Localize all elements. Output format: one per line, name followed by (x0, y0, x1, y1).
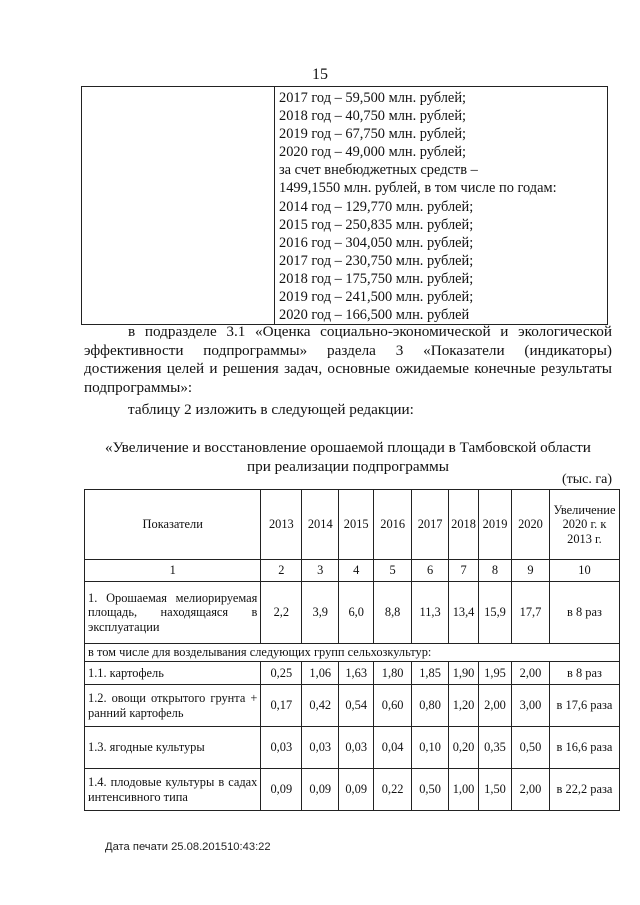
funding-line: 2019 год – 241,500 млн. рублей; (279, 289, 474, 306)
funding-line: 2016 год – 304,050 млн. рублей; (279, 234, 474, 251)
table-title-line: при реализации подпрограммы (247, 457, 449, 475)
page-number: 15 (312, 66, 328, 83)
table-cell: в 16,6 раза (549, 727, 619, 769)
table-cell: 0,80 (412, 685, 449, 727)
table-cell: 3,00 (512, 685, 550, 727)
table-cell: 0,42 (302, 685, 339, 727)
funding-line: 1499,1550 млн. рублей, в том числе по годам: (279, 180, 557, 197)
table-cell: 3,9 (302, 582, 339, 644)
table-cell: 1,00 (449, 769, 479, 811)
funding-lines (275, 87, 607, 324)
table-cell: 2,00 (512, 662, 550, 685)
header-cell: 2019 (479, 490, 512, 560)
table-header-row (85, 490, 620, 560)
table-cell: 0,03 (339, 727, 374, 769)
funding-line: за счет внебюджетных средств – (279, 162, 478, 179)
table-cell: 0,09 (302, 769, 339, 811)
row-label: 1. Орошаемая мелиорируемая площадь, находящаяся в эксплуатации (85, 582, 261, 644)
header-cell: 2014 (302, 490, 339, 560)
table-cell: 8,8 (374, 582, 412, 644)
column-number-row (85, 560, 620, 582)
table-cell: 1,90 (449, 662, 479, 685)
table-cell: 1,50 (479, 769, 512, 811)
header-cell: Увеличение 2020 г. к 2013 г. (549, 490, 619, 560)
funding-line: 2018 год – 175,750 млн. рублей; (279, 270, 474, 287)
table-cell: 0,09 (339, 769, 374, 811)
table-cell: 2,00 (479, 685, 512, 727)
table-title-line: «Увеличение и восстановление орошаемой площади в Тамбовской области (105, 439, 591, 456)
funding-table-right-cell (275, 87, 608, 325)
row-label: 1.3. ягодные культуры (85, 727, 261, 769)
column-number: 3 (302, 560, 339, 582)
header-cell: 2013 (261, 490, 302, 560)
table-cell: 0,03 (302, 727, 339, 769)
column-number: 9 (512, 560, 550, 582)
table-cell: 0,54 (339, 685, 374, 727)
table-cell: 1,06 (302, 662, 339, 685)
column-number: 5 (374, 560, 412, 582)
table-cell: 2,00 (512, 769, 550, 811)
table-cell: в 8 раз (549, 582, 619, 644)
table-cell: 1,95 (479, 662, 512, 685)
table-cell: 0,10 (412, 727, 449, 769)
row-label: 1.1. картофель (85, 662, 261, 685)
funding-line: 2015 год – 250,835 млн. рублей; (279, 216, 474, 233)
table-cell: 0,25 (261, 662, 302, 685)
table-cell: 0,60 (374, 685, 412, 727)
table-cell: 1,63 (339, 662, 374, 685)
funding-line: 2017 год – 59,500 млн. рублей; (279, 90, 467, 106)
table-row (85, 727, 620, 769)
table-cell: 0,22 (374, 769, 412, 811)
funding-line: 2019 год – 67,750 млн. рублей; (279, 126, 467, 143)
column-number: 1 (85, 560, 261, 582)
header-cell: Показатели (85, 490, 261, 560)
table-cell: 0,04 (374, 727, 412, 769)
table-cell: 0,03 (261, 727, 302, 769)
column-number: 7 (449, 560, 479, 582)
column-number: 6 (412, 560, 449, 582)
table-title (84, 439, 612, 476)
group-label: в том числе для возделывания следующих групп сельхозкультур: (85, 644, 620, 662)
table-cell: 13,4 (449, 582, 479, 644)
table-cell: 0,20 (449, 727, 479, 769)
header-cell: 2017 (412, 490, 449, 560)
column-number: 8 (479, 560, 512, 582)
table-cell: 0,50 (512, 727, 550, 769)
row-label: 1.4. плодовые культуры в садах интенсивного типа (85, 769, 261, 811)
column-number: 10 (549, 560, 619, 582)
table-cell: 1,85 (412, 662, 449, 685)
table-cell: в 17,6 раза (549, 685, 619, 727)
table-row (85, 582, 620, 644)
column-number: 4 (339, 560, 374, 582)
header-cell: 2018 (449, 490, 479, 560)
row-label: 1.2. овощи открытого грунта + ранний картофель (85, 685, 261, 727)
table-row (85, 685, 620, 727)
funding-line: 2014 год – 129,770 млн. рублей; (279, 198, 474, 215)
group-row (85, 644, 620, 662)
indicators-table (84, 489, 620, 811)
table-row (85, 769, 620, 811)
funding-table (81, 86, 608, 325)
table-cell: в 22,2 раза (549, 769, 619, 811)
table-cell: 0,09 (261, 769, 302, 811)
table-cell: 1,80 (374, 662, 412, 685)
table-cell: 1,20 (449, 685, 479, 727)
table-row (85, 662, 620, 685)
funding-line: 2018 год – 40,750 млн. рублей; (279, 108, 467, 125)
print-date-footer: Дата печати 25.08.201510:43:22 (105, 841, 271, 853)
table-cell: 15,9 (479, 582, 512, 644)
table-cell: 17,7 (512, 582, 550, 644)
table-cell: 11,3 (412, 582, 449, 644)
table-cell: 0,17 (261, 685, 302, 727)
table-cell: в 8 раз (549, 662, 619, 685)
funding-line: 2020 год – 166,500 млн. рублей (279, 307, 470, 324)
units-label: (тыс. га) (561, 472, 612, 487)
table-cell: 6,0 (339, 582, 374, 644)
funding-table-left-cell (82, 87, 275, 325)
amendment-paragraph: в подразделе 3.1 «Оценка социально-экономической и экологической эффективности подпрограммы» раздела 3 «Показатели (индикаторы) достижения целей и решения задач, основные ожидаемые конечные результаты подпрограммы»: (84, 323, 612, 396)
header-cell: 2016 (374, 490, 412, 560)
table-instruction: таблицу 2 изложить в следующей редакции: (128, 401, 414, 418)
header-cell: 2020 (512, 490, 550, 560)
table-cell: 0,35 (479, 727, 512, 769)
header-cell: 2015 (339, 490, 374, 560)
table-cell: 2,2 (261, 582, 302, 644)
funding-line: 2017 год – 230,750 млн. рублей; (279, 252, 474, 269)
column-number: 2 (261, 560, 302, 582)
funding-line: 2020 год – 49,000 млн. рублей; (279, 144, 467, 161)
table-cell: 0,50 (412, 769, 449, 811)
